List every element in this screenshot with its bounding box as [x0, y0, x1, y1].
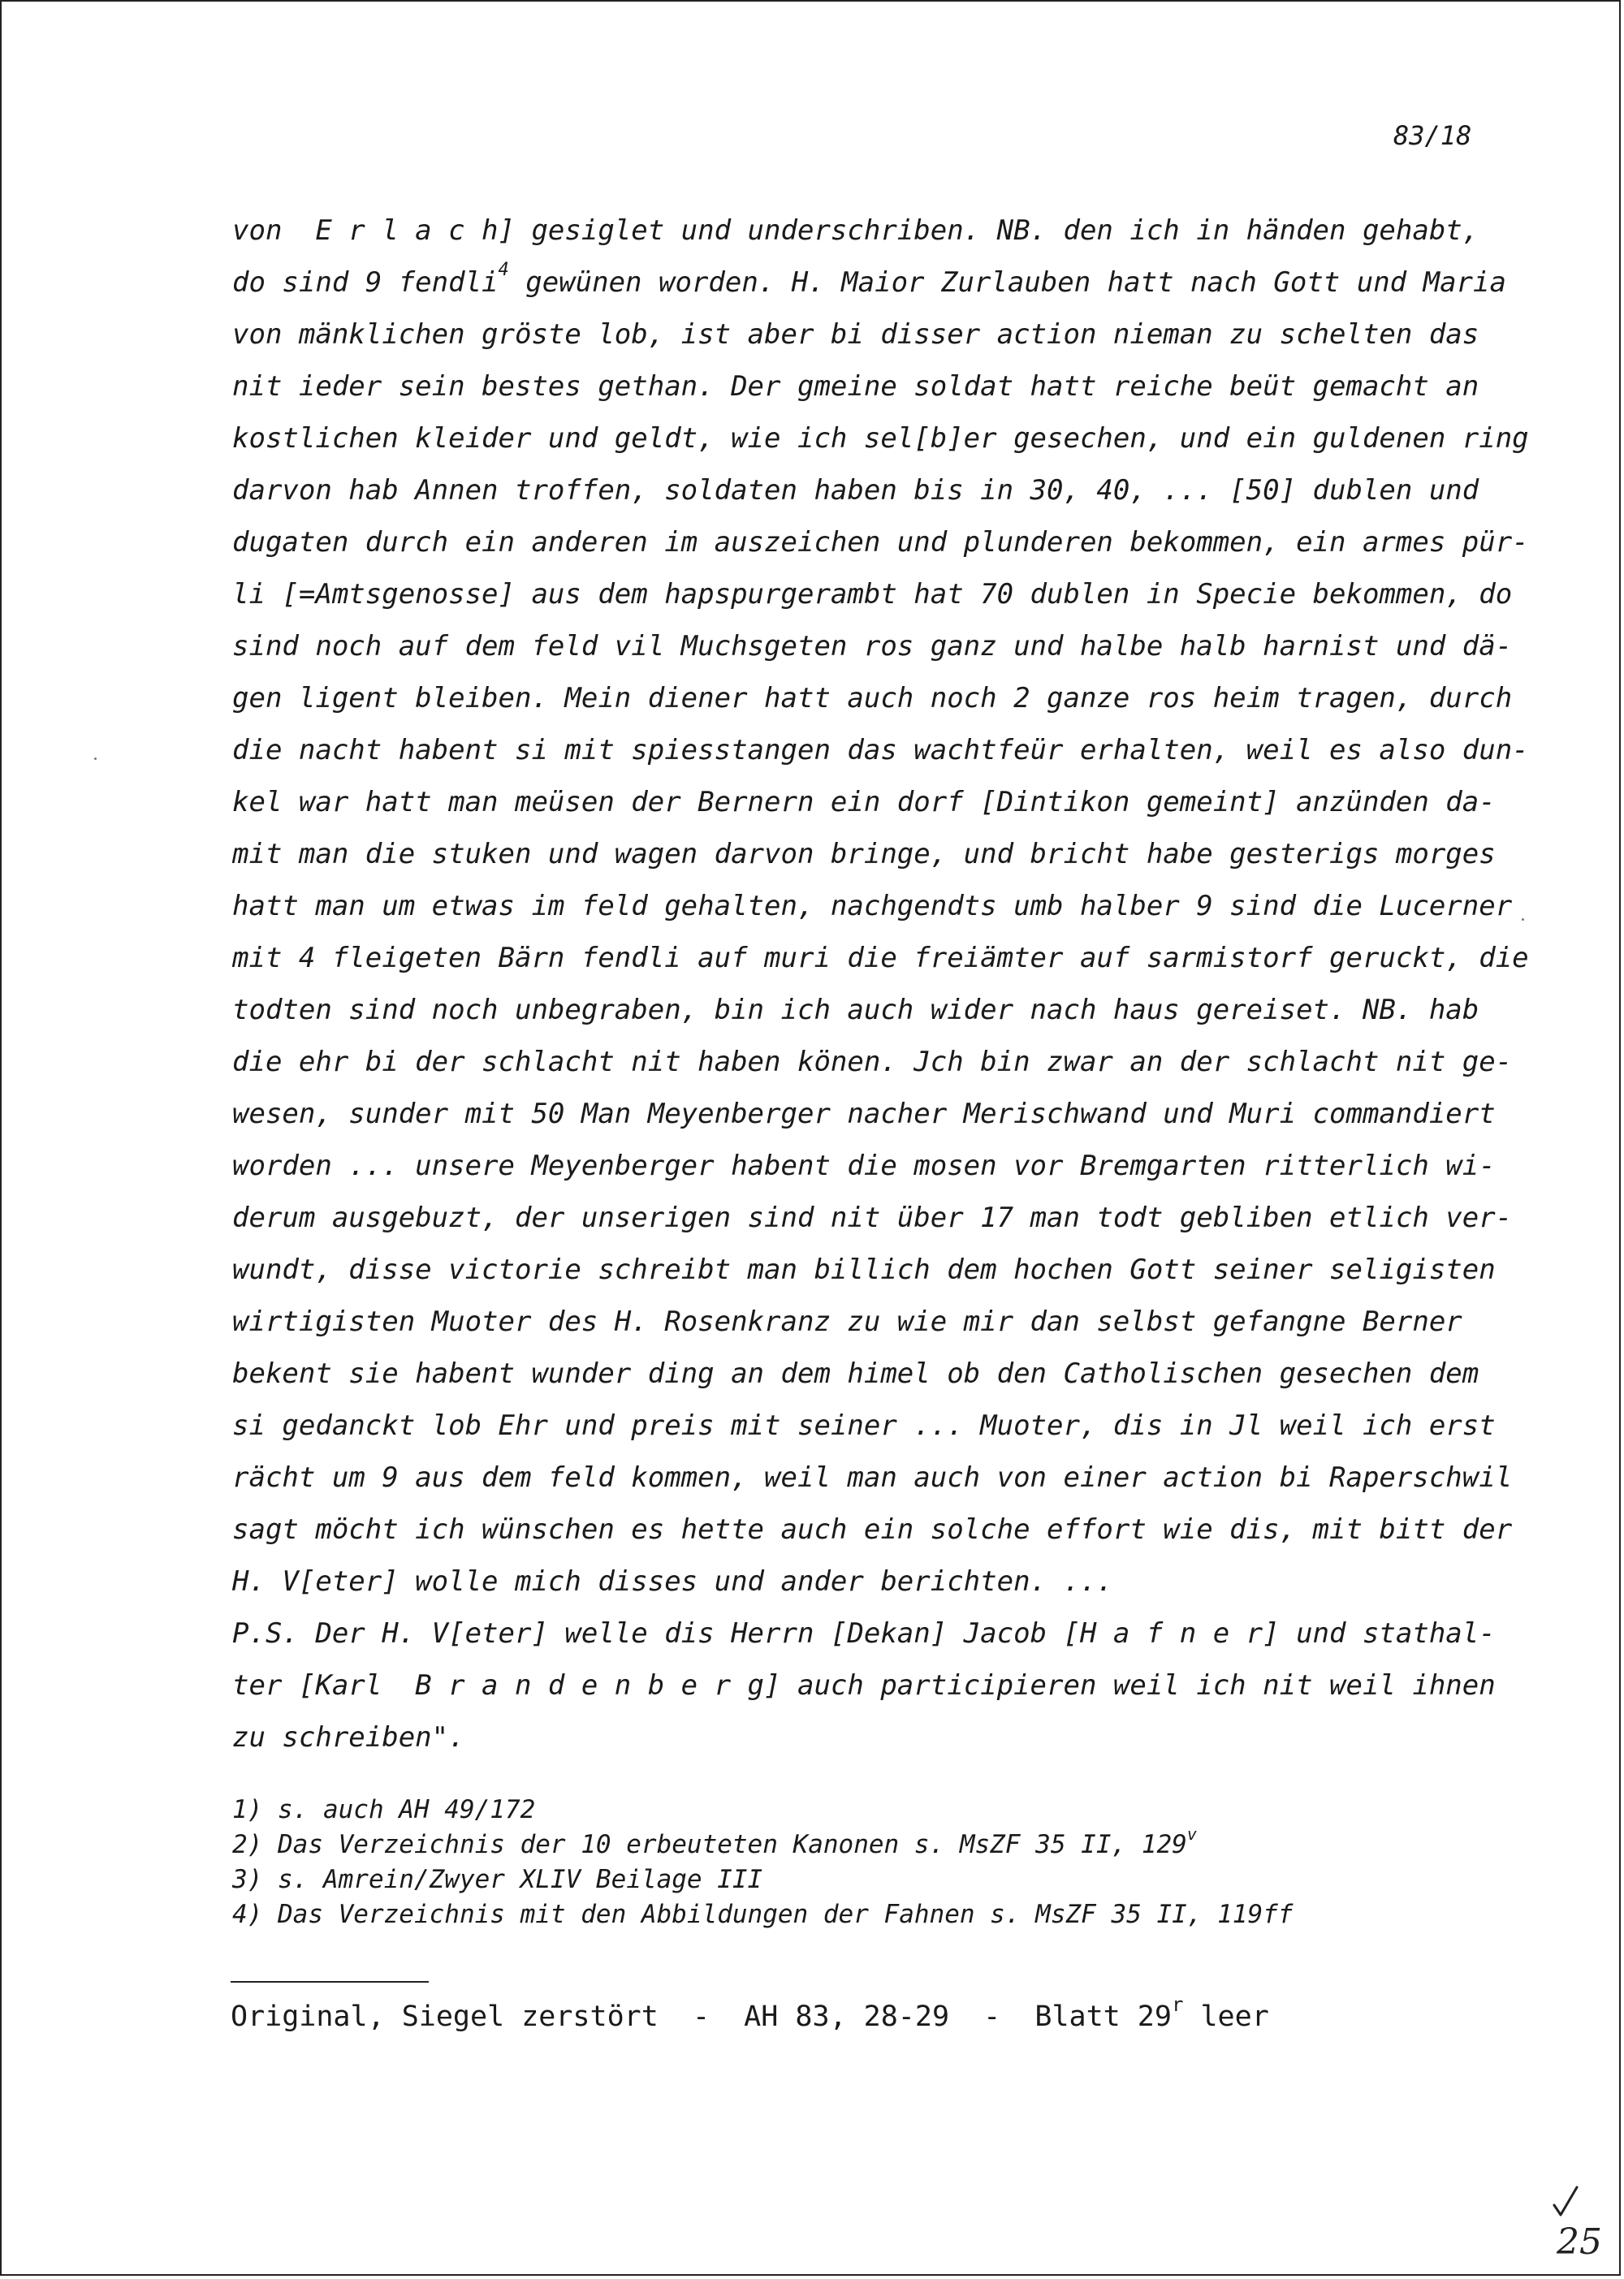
text-segment: gen ligent bleiben. Mein diener hatt auch noch 2 ganze ros heim tragen, durch	[232, 682, 1513, 714]
text-segment: wirtigisten Muoter des H. Rosenkranz zu wie mir dan selbst gefangne Berner	[232, 1306, 1462, 1338]
text-segment: hatt man um etwas im feld gehalten, nachgendts umb halber 9 sind die Lucerner	[232, 890, 1513, 922]
source-line	[231, 1993, 1269, 2035]
footnote	[232, 1793, 1293, 1828]
text-line	[232, 1556, 1531, 1608]
body-text	[232, 205, 1531, 1763]
text-segment: kel war hatt man meüsen der Bernern ein dorf [Dintikon gemeint] anzünden da-	[232, 786, 1496, 818]
text-segment: todten sind noch unbegraben, bin ich auch wider nach haus gereiset. NB. hab	[232, 994, 1479, 1026]
text-line	[232, 1296, 1531, 1348]
text-line	[232, 1660, 1531, 1711]
text-line	[232, 1036, 1531, 1088]
text-segment: do sind 9 fendli	[232, 266, 499, 299]
text-line	[232, 984, 1531, 1036]
footnotes	[232, 1793, 1293, 1932]
text-line	[232, 257, 1531, 309]
text-segment: von mänklichen gröste lob, ist aber bi disser action nieman zu schelten das	[232, 318, 1479, 351]
handwritten-page-number: 25	[1557, 2221, 1602, 2263]
text-line	[232, 1452, 1531, 1504]
superscript: r	[1171, 1993, 1184, 2016]
text-segment: dugaten durch ein anderen im auszeichen und plunderen bekommen, ein armes pür-	[232, 526, 1529, 559]
text-segment: darvon hab Annen troffen, soldaten haben bis in 30, 40, ... [50] dublen und	[232, 474, 1479, 507]
text-segment: derum ausgebuzt, der unserigen sind nit über 17 man todt gebliben etlich ver-	[232, 1202, 1513, 1234]
text-segment: si gedanckt lob Ehr und preis mit seiner ... Muoter, dis in Jl weil ich erst	[232, 1409, 1496, 1442]
text-segment: wesen, sunder mit 50 Man Meyenberger nacher Merischwand und Muri commandiert	[232, 1098, 1496, 1130]
text-line	[232, 880, 1531, 932]
text-segment: die nacht habent si mit spiesstangen das wachtfeür erhalten, weil es also dun-	[232, 734, 1529, 766]
text-line	[232, 412, 1531, 464]
text-segment: wundt, disse victorie schreibt man billich dem hochen Gott seiner seligisten	[232, 1254, 1496, 1286]
text-segment: gewünen worden. H. Maior Zurlauben hatt nach Gott und Maria	[508, 266, 1506, 299]
text-segment: rächt um 9 aus dem feld kommen, weil man auch von einer action bi Raperschwil	[232, 1461, 1513, 1494]
text-line	[232, 1348, 1531, 1400]
text-segment: nit ieder sein bestes gethan. Der gmeine soldat hatt reiche beüt gemacht an	[232, 370, 1479, 403]
text-segment: mit man die stuken und wagen darvon bringe, und bricht habe gesterigs morges	[232, 838, 1496, 870]
text-segment: kostlichen kleider und geldt, wie ich sel[b]er gesechen, und ein guldenen ring	[232, 422, 1529, 455]
text-segment: ter [Karl B r a n d e n b e r g] auch participieren weil ich nit weil ihnen	[232, 1669, 1496, 1702]
text-line	[232, 620, 1531, 672]
text-line	[232, 776, 1531, 828]
checkmark-icon	[1549, 2184, 1582, 2221]
superscript: 4	[498, 260, 509, 280]
text-segment: 2) Das Verzeichnis der 10 erbeuteten Kanonen s. MsZF 35 II, 129	[232, 1830, 1187, 1859]
text-segment: sagt möcht ich wünschen es hette auch ein solche effort wie dis, mit bitt der	[232, 1513, 1513, 1546]
text-line	[232, 1088, 1531, 1140]
footnote	[232, 1897, 1293, 1932]
text-line	[232, 309, 1531, 360]
page-number: 83/18	[1393, 120, 1472, 151]
text-segment: leer	[1183, 2001, 1269, 2033]
text-line	[232, 1140, 1531, 1192]
text-segment: 4) Das Verzeichnis mit den Abbildungen der Fahnen s. MsZF 35 II, 119ff	[232, 1900, 1294, 1929]
text-line	[232, 932, 1531, 984]
text-segment: worden ... unsere Meyenberger habent die mosen vor Bremgarten ritterlich wi-	[232, 1150, 1496, 1182]
text-segment: sind noch auf dem feld vil Muchsgeten ros ganz und halbe halb harnist und dä-	[232, 630, 1513, 663]
margin-dot	[94, 758, 97, 760]
text-segment: li [=Amtsgenosse] aus dem hapspurgerambt hat 70 dublen in Specie bekommen, do	[232, 578, 1513, 611]
text-segment: von E r l a c h] gesiglet und underschriben. NB. den ich in händen gehabt,	[232, 214, 1479, 247]
text-segment: P.S. Der H. V[eter] welle dis Herrn [Dekan] Jacob [H a f n e r] und stathal-	[232, 1617, 1496, 1650]
text-line	[232, 1711, 1531, 1763]
text-segment: die ehr bi der schlacht nit haben könen. Jch bin zwar an der schlacht nit ge-	[232, 1046, 1513, 1078]
text-segment: 1) s. auch AH 49/172	[232, 1795, 536, 1824]
superscript: v	[1186, 1824, 1197, 1844]
text-line	[232, 1608, 1531, 1660]
text-line	[232, 568, 1531, 620]
text-segment: 3) s. Amrein/Zwyer XLIV Beilage III	[232, 1865, 763, 1894]
text-line	[232, 1244, 1531, 1296]
text-line	[232, 1192, 1531, 1244]
text-line	[232, 464, 1531, 516]
text-line	[232, 724, 1531, 776]
footnote	[232, 1824, 1293, 1862]
text-line	[232, 205, 1531, 257]
text-line	[232, 516, 1531, 568]
text-line	[232, 360, 1531, 412]
text-line	[232, 672, 1531, 724]
footnote	[232, 1862, 1293, 1897]
text-line	[232, 1400, 1531, 1452]
text-segment: H. V[eter] wolle mich disses und ander berichten. ...	[232, 1565, 1113, 1598]
text-segment: zu schreiben".	[232, 1721, 465, 1754]
text-segment: bekent sie habent wunder ding an dem himel ob den Catholischen gesechen dem	[232, 1357, 1479, 1390]
text-segment: Original, Siegel zerstört - AH 83, 28-29 - Blatt 29	[231, 2001, 1172, 2033]
text-line	[232, 1504, 1531, 1556]
margin-dot	[1522, 918, 1524, 921]
text-line	[232, 828, 1531, 880]
footnote-separator-rule	[231, 1981, 429, 1983]
text-segment: mit 4 fleigeten Bärn fendli auf muri die freiämter auf sarmistorf geruckt, die	[232, 942, 1529, 974]
